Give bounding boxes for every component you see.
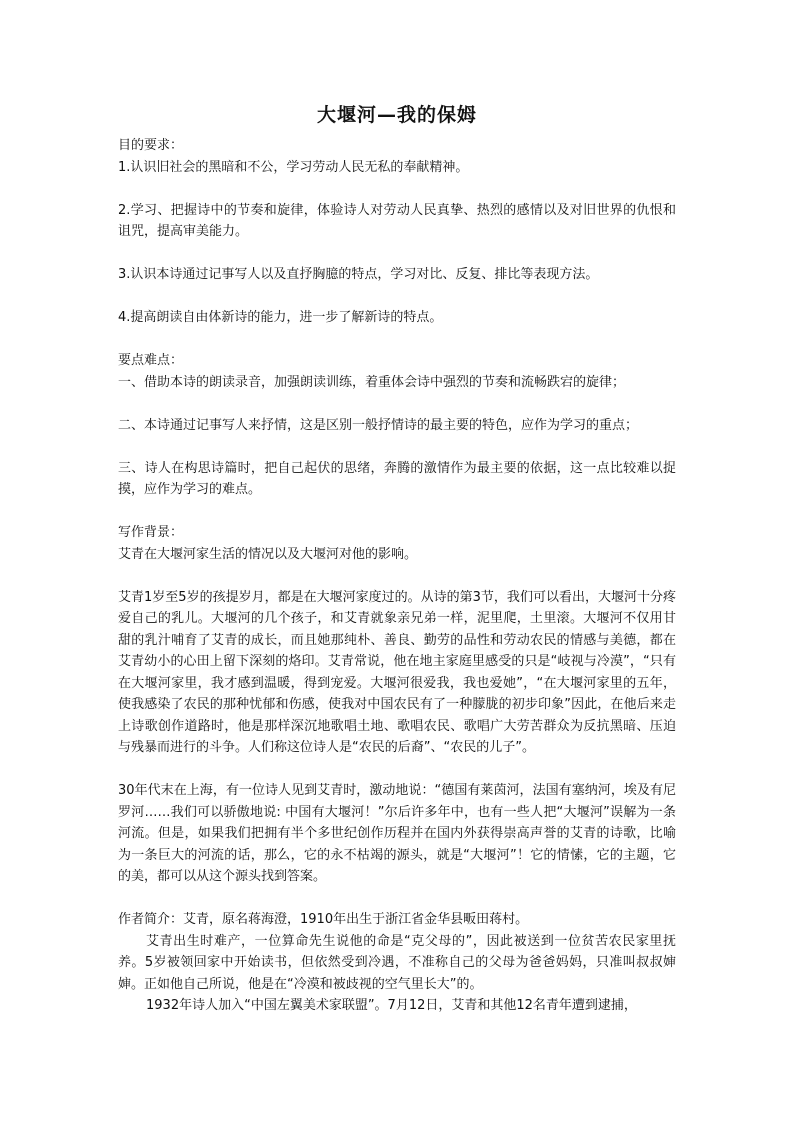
key-point-item-3: 三、诗人在构思诗篇时，把自己起伏的思绪，奔腾的激情作为最主要的依据，这一点比较难以捉摸，应作为学习的难点。 [118,460,676,497]
key-point-item-1: 一、借助本诗的朗读录音，加强朗读训练，着重体会诗中强烈的节奏和流畅跌宕的旋律； [118,374,626,390]
objective-item-3: 3.认识本诗通过记事写人以及直抒胸臆的特点，学习对比、反复、排比等表现方法。 [118,267,599,282]
background-heading: 写作背景： [118,525,184,540]
background-paragraph-1: 艾青1岁至5岁的孩提岁月，都是在大堰河家度过的。从诗的第3节，我们可以看出，大堰河十分疼爱自己的乳儿。大堰河的几个孩子，和艾青就象亲兄弟一样，泥里爬，土里滚。大堰河不仅用甘甜的乳汁哺育了艾青的成长，而且她那纯朴、善良、勤劳的品性和劳动农民的情感与美德，都在艾青幼小的心田上留下深刻的烙印。艾青常说，他在地主家庭里感受的只是“岐视与冷漠”，“只有在大堰河家里，我才感到温暖，得到宠爱。大堰河很爱我，我也爱她”，“在大堰河家里的五年，使我感染了农民的那种忧郁和伤感，使我对中国农民有了一种朦胧的初步印象”因此，在他后来走上诗歌创作道路时，他是那样深沉地歌唱土地、歌唱农民、歌唱广大劳苦群众为反抗黑暗、压迫与残暴而进行的斗争。人们称这位诗人是“农民的后裔”、“农民的儿子”。 [118,589,676,755]
document-page [118,100,676,1017]
key-points-heading: 要点难点： [118,353,184,368]
author-paragraph-1: 艾青出生时难产，一位算命先生说他的命是“克父母的”，因此被送到一位贫苦农民家里抚养。5岁被领回家中开始读书，但依然受到冷遇，不准称自己的父母为爸爸妈妈，只准叫叔叔婶婶。正如他自己所说，他是在“冷漠和被歧视的空气里长大”的。 [118,933,676,992]
document-title: 大堰河—我的保姆 [316,104,477,126]
key-point-item-2: 二、本诗通过记事写人来抒情，这是区别一般抒情诗的最主要的特色，应作为学习的重点； [118,417,639,433]
author-paragraph-2: 1932年诗人加入“中国左翼美术家联盟”。7月12日，艾青和其他12名青年遭到逮捕， [146,998,637,1013]
objective-item-4: 4.提高朗读自由体新诗的能力，进一步了解新诗的特点。 [118,310,443,325]
objectives-heading: 目的要求： [118,138,184,153]
objective-item-1: 1.认识旧社会的黑暗和不公，学习劳动人民无私的奉献精神。 [118,159,469,175]
author-intro: 作者简介：艾青，原名蒋海澄，1910年出生于浙江省金华县畈田蒋村。 [118,912,529,927]
objective-item-2: 2.学习、把握诗中的节奏和旋律，体验诗人对劳动人民真挚、热烈的感情以及对旧世界的仇恨和诅咒，提高审美能力。 [118,202,676,239]
background-intro: 艾青在大堰河家生活的情况以及大堰河对他的影响。 [118,546,418,562]
background-paragraph-2: 30年代末在上海，有一位诗人见到艾青时，激动地说：“德国有莱茵河，法国有塞纳河，埃及有尼罗河……我们可以骄傲地说: 中国有大堰河！”尔后许多年中，也有一些人把“大堰河”误解为一条河流。但是，如果我们把拥有半个多世纪创作历程并在国内外获得崇高声誉的艾青的诗歌，比喻为一条巨大的河流的话，那么，它的永不枯竭的源头，就是“大堰河”！它的情愫，它的主题，它的美，都可以从这个源头找到答案。 [118,783,676,884]
